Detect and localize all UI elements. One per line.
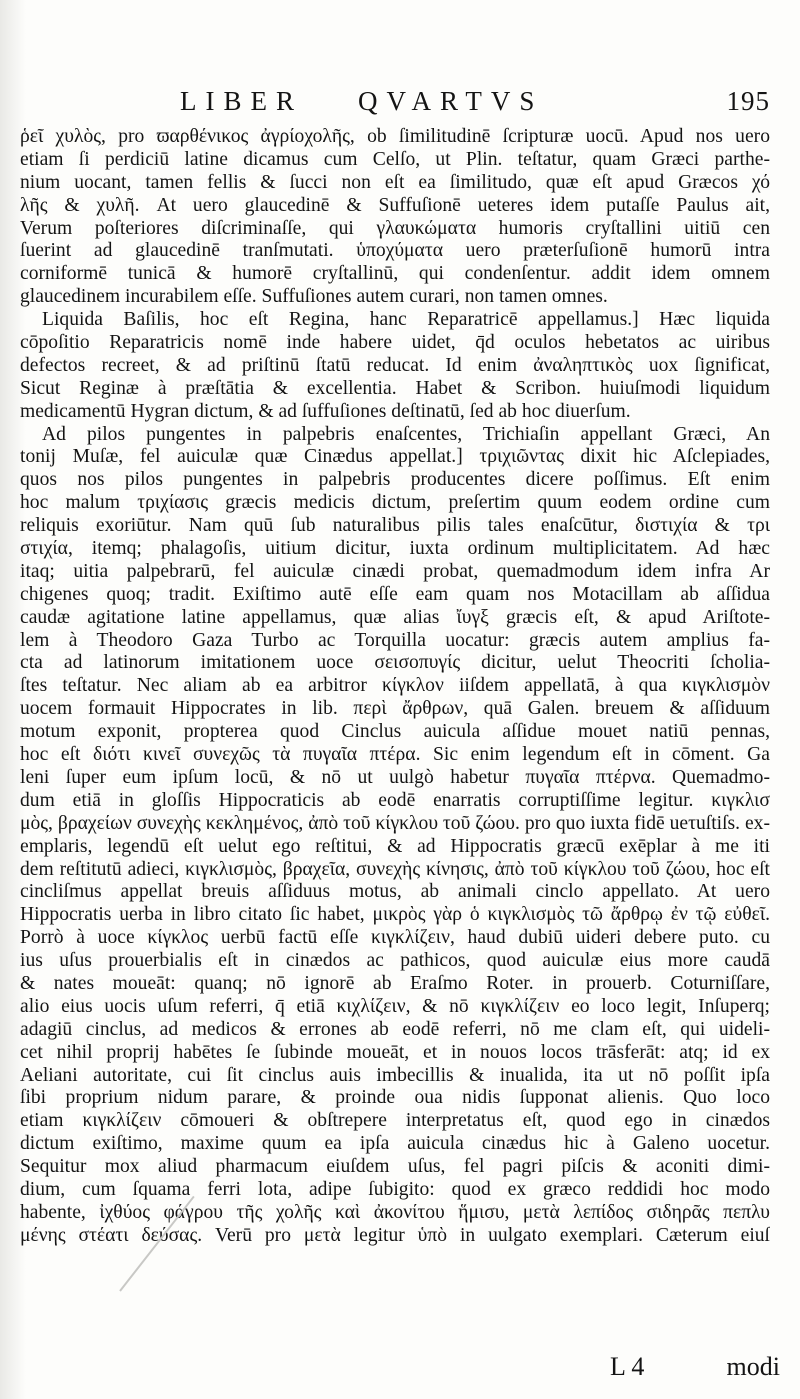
text-line: Porrò à uoce κίγκλος uerbū factū eſſe κιγκλίζειν, haud dubiū uideri debere puto. cu — [20, 927, 770, 949]
text-line: lem à Theodoro Gaza Turbo ac Torquilla uocatur: græcis autem amplius fa- — [20, 629, 770, 651]
text-line: cincliſmus appellat breuis aſſiduus motus, ab animali cinclo appellato. At uero — [20, 881, 770, 903]
text-line: leni ſuper eum ipſum locū, & nō ut uulgò habetur πυγαῖα πτέρνα. Quemadmo- — [20, 766, 770, 788]
text-line: quos nos pilos pungentes in palpebris producentes dicere poſſimus. Eſt enim — [20, 469, 770, 491]
text-line: ſtes teſtatur. Nec aliam ab ea arbitror κίγκλον iiſdem appellatā, à qua κιγκλισμὸν — [20, 675, 770, 697]
text-line: hoc malum τριχίασις græcis medicis dictum, preſertim quum eodem ordine cum — [20, 492, 770, 514]
text-line: tonij Muſæ, fel auiculæ quæ Cinædus appellat.] τριχιῶντας dixit hic Aſclepiades, — [20, 446, 770, 468]
text-line: alio eius uocis uſum referri, q̄ etiā κιχλίζειν, & nō κιγκλίζειν eo loco legit, Inſuperq; — [20, 995, 770, 1017]
text-line: dum etiā in gloſſis Hippocraticis ab eodē enarratis corruptiſſime legitur. κιγκλισ — [20, 789, 770, 811]
text-line: hoc eſt διότι κινεῖ συνεχῶς τὰ πυγαῖα πτέρα. Sic enim legendum eſt in cōment. Ga — [20, 744, 770, 766]
text-line: Liquida Baſilis, hoc eſt Regina, hanc Reparatricē appellamus.] Hæc liquida — [42, 309, 770, 331]
text-line: ῥεῖ χυλὸς, pro ϖαρθένικος ἀγρίοχολῆς, ob ſimilitudinē ſcripturæ uocū. Apud nos uero — [20, 126, 770, 147]
text-line: habente, ἰχθύος φάγρου τῆς χολῆς καὶ ἀκονίτου ἥμισυ, μετὰ λεπίδος σιδηρᾶς πεπλυ — [20, 1201, 770, 1223]
running-header — [180, 86, 770, 120]
text-line: ſibi proprium nidum parare, & proinde oua nidis ſupponat alienis. Quo loco — [20, 1087, 770, 1109]
signature-mark: L 4 — [610, 1352, 645, 1381]
text-line: reliquis exoriūtur. Nam quū ſub naturalibus pilis tales enaſcūtur, διστιχία & τρι — [20, 515, 770, 537]
text-line: medicamentū Hygran dictum, & ad ſuffuſiones deſtinatū, ſed ab hoc diuerſum. — [20, 400, 631, 422]
text-line: nium uocant, tamen fellis & ſucci non eſt ea ſimilitudo, quæ eſt apud Græcos χό — [20, 171, 770, 193]
text-line: adagiū cinclus, ad medicos & errones ab eodē referri, nō me clam eſt, qui uideli- — [20, 1018, 770, 1040]
text-line: chigenes quoq; tradit. Exiſtimo autē eſſe eam quam nos Motacillam ab aſſidua — [20, 583, 770, 605]
text-line: itaq; uitia palpebrarū, fel auiculæ cinædi probat, quemadmodum idem infra Ar — [20, 560, 770, 582]
text-line: cta ad latinorum imitationem uoce σεισοπυγίς dicitur, uelut Theocriti ſcholia- — [20, 652, 770, 674]
text-line: Aeliani autoritate, cui ſit cinclus auis imbecillis & inualida, ita ut nō poſſit ipſa — [20, 1064, 770, 1086]
running-title-word-1: LIBER — [180, 86, 303, 116]
text-line: λῆς & χυλῆ. At uero glaucedinē & Suffuſionē ueteres idem putaſſe Paulus ait, — [20, 194, 770, 216]
text-line: emplaris, legendū eſt uelut ego reſtitui, & ad Hippocratis græcū exēplar à me iti — [20, 835, 770, 857]
folio-number: 195 — [726, 86, 770, 116]
text-line: uocem formauit Hippocrates in lib. περὶ ἄρθρων, quā Galen. breuem & aſſiduum — [20, 698, 770, 720]
text-line: ius uſus prouerbialis eſt in cinædos ac pathicos, quod auiculæ eius more caudā — [20, 950, 770, 972]
text-line: ſuerint ad glaucedinē tranſmutati. ὑποχύματα uero præterſuſionē humorū intra — [20, 240, 770, 262]
text-line: Sicut Reginæ à præſtātia & excellentia. Habet & Scribon. huiuſmodi liquidum — [20, 377, 770, 399]
text-line: Hippocratis uerba in libro citato ſic habet, μικρὸς γὰρ ὁ κιγκλισμὸς τῶ ἄρθρῳ ἐν τῷ εὐθεῖ. — [20, 904, 770, 926]
text-line: dem reſtitutū adieci, κιγκλισμὸς, βραχεῖα, συνεχὴς κίνησις, ἀπὸ τοῦ κίγκλου τοῦ ζώου, hoc eſt — [20, 858, 770, 880]
text-line: μένης στέατι δεύσας. Verū pro μετὰ legitur ὑπὸ in uulgato exemplari. Cæterum eiuſ — [20, 1224, 770, 1246]
text-line: glaucedinem incurabilem eſſe. Suffuſiones autem curari, non tamen omnes. — [20, 286, 608, 308]
text-line: dium, cum ſquama ferri lota, adipe ſubigito: quod ex græco reddidi hoc modo — [20, 1178, 770, 1200]
text-line: cet nihil proprij habētes ſe ſubinde moueāt, et in nouos locos trāsferāt: atq; id ex — [20, 1041, 770, 1063]
text-line: Sequitur mox aliud pharmacum eiuſdem uſus, fel pagri piſcis & aconiti dimi- — [20, 1156, 770, 1178]
text-line: στιχία, itemq; phalagoſis, uitium dicitur, iuxta ordinum multiplicitatem. Ad hæc — [20, 538, 770, 560]
body-text — [20, 126, 770, 1248]
text-line: μὸς, βραχείων συνεχὴς κεκλημένος, ἀπὸ τοῦ κίγκλου τοῦ ζώου. pro quo iuxta fidē ueτuſtiſs. ex- — [20, 812, 770, 834]
text-line: defectos recreet, & ad priſtinū ſtatū reducat. Id enim ἀναληπτικὸς uox ſignificat, — [20, 354, 770, 376]
text-line: cōpoſitio Reparatricis nomē inde habere uidet, q̄d oculos hebetatos ac uiribus — [20, 332, 770, 354]
text-line: corniformē tunicā & humorē cryſtallinū, qui condenſentur. addit idem omnem — [20, 263, 770, 285]
text-line: etiam ſi perdiciū latine dicamus cum Celſo, ut Plin. teſtatur, quam Græci parthe- — [20, 148, 770, 170]
page-footer — [590, 1352, 780, 1386]
text-line: dictum exiſtimo, maxime quum ea ipſa auicula cinædus hic à Galeno uocetur. — [20, 1133, 770, 1155]
running-title-word-2: QVARTVS — [358, 86, 544, 116]
text-line: motum exponit, propterea quod Cinclus auicula aſſidue mouet natiū pennas, — [20, 721, 770, 743]
text-line: Ad pilos pungentes in palpebris enaſcentes, Trichiaſin appellant Græci, An — [42, 423, 770, 445]
text-line: & nates moueāt: quanq; nō ignorē ab Eraſmo Roter. in prouerb. Coturniſſare, — [20, 972, 770, 994]
text-line: caudæ agitatione latine appellamus, quæ alias ἴυγξ græcis eſt, & apud Ariſtote- — [20, 606, 770, 628]
text-line: Verum poſteriores diſcriminaſſe, qui γλαυκώματα humoris cryſtallini uitiū cen — [20, 217, 770, 239]
catchword: modi — [726, 1352, 780, 1381]
text-line: etiam κιγκλίζειν cōmoueri & obſtrepere interpretatus eſt, quod ego in cinædos — [20, 1110, 770, 1132]
